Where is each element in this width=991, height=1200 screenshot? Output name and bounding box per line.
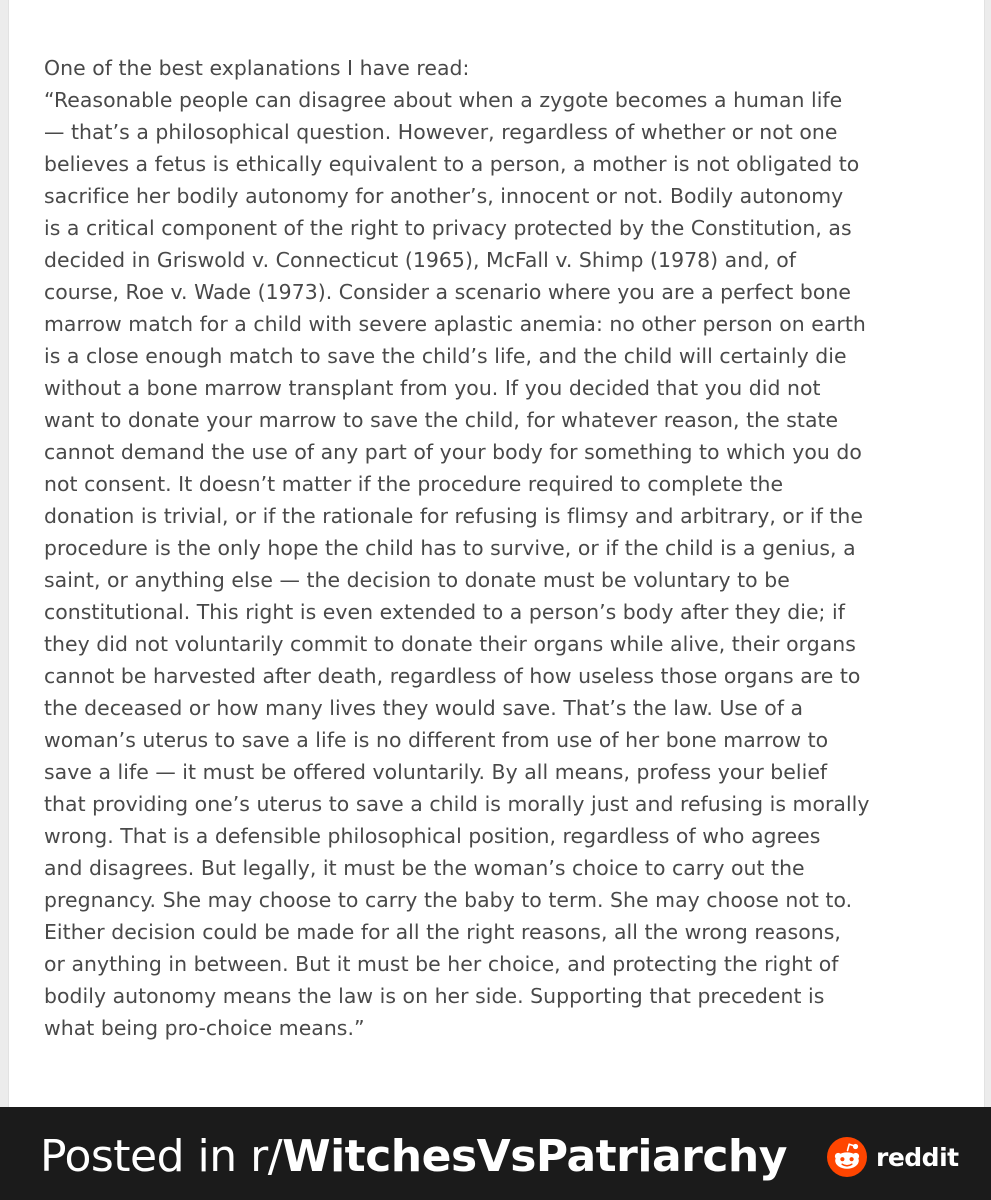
quote-line: believes a fetus is ethically equivalent to a person, a mother is not obligated to xyxy=(44,152,860,176)
quote-line: want to donate your marrow to save the child, for whatever reason, the state xyxy=(44,408,839,432)
quote-line: woman’s uterus to save a life is no different from use of her bone marrow to xyxy=(44,728,829,752)
posted-in-caption xyxy=(40,1129,787,1185)
post-body xyxy=(44,52,954,1044)
quote-line: — that’s a philosophical question. However, regardless of whether or not one xyxy=(44,120,838,144)
quote-line: is a critical component of the right to privacy protected by the Constitution, as xyxy=(44,216,852,240)
quote-line: the deceased or how many lives they would save. That’s the law. Use of a xyxy=(44,696,804,720)
quote-line: procedure is the only hope the child has to survive, or if the child is a genius, a xyxy=(44,536,856,560)
quote-line: cannot demand the use of any part of your body for something to which you do xyxy=(44,440,862,464)
quote-line: or anything in between. But it must be her choice, and protecting the right of xyxy=(44,952,839,976)
quote-line: what being pro-choice means.” xyxy=(44,1016,365,1040)
quote-line: bodily autonomy means the law is on her side. Supporting that precedent is xyxy=(44,984,825,1008)
post-intro: One of the best explanations I have read: xyxy=(44,56,470,80)
quote-line: sacrifice her bodily autonomy for another’s, innocent or not. Bodily autonomy xyxy=(44,184,844,208)
quote-line: without a bone marrow transplant from you. If you decided that you did not xyxy=(44,376,821,400)
quote-line: cannot be harvested after death, regardless of how useless those organs are to xyxy=(44,664,861,688)
quote-line: constitutional. This right is even extended to a person’s body after they die; if xyxy=(44,600,845,624)
quote-line: saint, or anything else — the decision to donate must be voluntary to be xyxy=(44,568,790,592)
quote-line: save a life — it must be offered voluntarily. By all means, profess your belief xyxy=(44,760,828,784)
quote-line: pregnancy. She may choose to carry the baby to term. She may choose not to. xyxy=(44,888,853,912)
quote-line: they did not voluntarily commit to donate their organs while alive, their organs xyxy=(44,632,856,656)
quote-line: course, Roe v. Wade (1973). Consider a scenario where you are a perfect bone xyxy=(44,280,851,304)
quote-line: is a close enough match to save the child’s life, and the child will certainly die xyxy=(44,344,847,368)
quote-line: decided in Griswold v. Connecticut (1965), McFall v. Shimp (1978) and, of xyxy=(44,248,797,272)
quote-line: “Reasonable people can disagree about when a zygote becomes a human life xyxy=(44,88,843,112)
posted-in-prefix: Posted in r/ xyxy=(40,1131,283,1182)
quote-line: donation is trivial, or if the rationale for refusing is flimsy and arbitrary, or if the xyxy=(44,504,863,528)
quote-line: and disagrees. But legally, it must be the woman’s choice to carry out the xyxy=(44,856,805,880)
quote-line: that providing one’s uterus to save a child is morally just and refusing is morally xyxy=(44,792,870,816)
subreddit-link[interactable]: WitchesVsPatriarchy xyxy=(282,1131,787,1182)
footer-banner xyxy=(0,1107,991,1200)
quote-line: wrong. That is a defensible philosophical position, regardless of who agrees xyxy=(44,824,821,848)
quote-line: not consent. It doesn’t matter if the procedure required to complete the xyxy=(44,472,784,496)
reddit-wordmark: reddit xyxy=(876,1142,959,1172)
reddit-brand[interactable] xyxy=(827,1137,959,1177)
quote-line: marrow match for a child with severe aplastic anemia: no other person on earth xyxy=(44,312,866,336)
reddit-logo-icon xyxy=(827,1137,867,1177)
quote-line: Either decision could be made for all the right reasons, all the wrong reasons, xyxy=(44,920,841,944)
post-card xyxy=(8,0,985,1107)
post-quote xyxy=(44,84,954,1044)
